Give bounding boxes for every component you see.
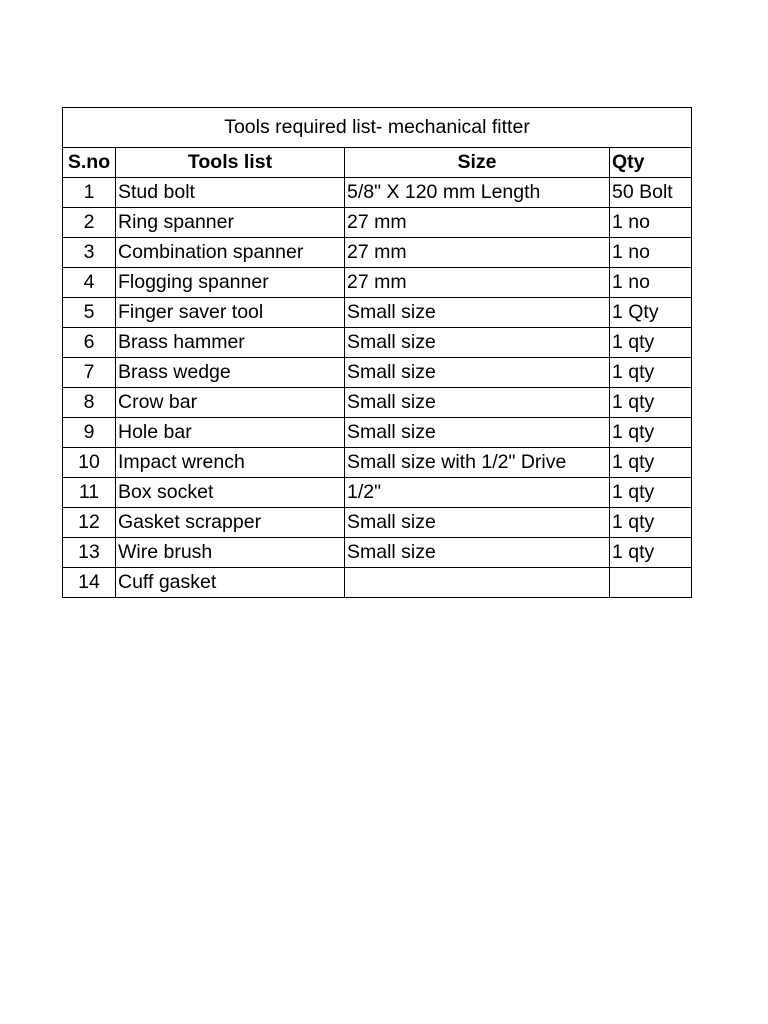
- table-row: [63, 508, 692, 538]
- cell-tool: Hole bar: [116, 418, 345, 448]
- cell-qty: 50 Bolt: [610, 178, 692, 208]
- header-row: [63, 148, 692, 178]
- table-row: [63, 478, 692, 508]
- header-tools-list: Tools list: [116, 148, 345, 178]
- table-row: [63, 418, 692, 448]
- table-row: [63, 388, 692, 418]
- cell-size: 27 mm: [345, 268, 610, 298]
- table-row: [63, 268, 692, 298]
- header-qty: Qty: [610, 148, 692, 178]
- cell-tool: Gasket scrapper: [116, 508, 345, 538]
- cell-sno: 6: [63, 328, 116, 358]
- header-size: Size: [345, 148, 610, 178]
- cell-tool: Ring spanner: [116, 208, 345, 238]
- cell-size: [345, 568, 610, 598]
- cell-size: Small size: [345, 418, 610, 448]
- cell-tool: Brass hammer: [116, 328, 345, 358]
- cell-tool: Cuff gasket: [116, 568, 345, 598]
- cell-qty: 1 qty: [610, 538, 692, 568]
- cell-sno: 11: [63, 478, 116, 508]
- cell-sno: 4: [63, 268, 116, 298]
- cell-size: 27 mm: [345, 208, 610, 238]
- cell-sno: 8: [63, 388, 116, 418]
- table-row: [63, 568, 692, 598]
- cell-sno: 14: [63, 568, 116, 598]
- cell-qty: 1 qty: [610, 508, 692, 538]
- cell-size: 1/2": [345, 478, 610, 508]
- cell-qty: 1 qty: [610, 388, 692, 418]
- cell-sno: 5: [63, 298, 116, 328]
- cell-tool: Combination spanner: [116, 238, 345, 268]
- cell-tool: Impact wrench: [116, 448, 345, 478]
- cell-size: 5/8" X 120 mm Length: [345, 178, 610, 208]
- cell-tool: Finger saver tool: [116, 298, 345, 328]
- cell-tool: Box socket: [116, 478, 345, 508]
- cell-tool: Brass wedge: [116, 358, 345, 388]
- table-row: [63, 448, 692, 478]
- cell-sno: 7: [63, 358, 116, 388]
- tools-table: [62, 107, 692, 598]
- cell-qty: 1 no: [610, 268, 692, 298]
- table-row: [63, 238, 692, 268]
- table-row: [63, 178, 692, 208]
- cell-size: Small size: [345, 298, 610, 328]
- cell-size: 27 mm: [345, 238, 610, 268]
- cell-qty: 1 qty: [610, 478, 692, 508]
- cell-tool: Flogging spanner: [116, 268, 345, 298]
- cell-sno: 9: [63, 418, 116, 448]
- header-sno: S.no: [63, 148, 116, 178]
- title-row: [63, 108, 692, 148]
- table-row: [63, 538, 692, 568]
- cell-qty: 1 qty: [610, 328, 692, 358]
- cell-qty: 1 Qty: [610, 298, 692, 328]
- table-row: [63, 328, 692, 358]
- cell-sno: 2: [63, 208, 116, 238]
- table-row: [63, 208, 692, 238]
- cell-tool: Stud bolt: [116, 178, 345, 208]
- cell-qty: 1 qty: [610, 358, 692, 388]
- cell-size: Small size: [345, 328, 610, 358]
- tools-sheet: [62, 107, 691, 598]
- cell-size: Small size: [345, 358, 610, 388]
- cell-qty: 1 qty: [610, 418, 692, 448]
- cell-sno: 12: [63, 508, 116, 538]
- cell-qty: 1 no: [610, 238, 692, 268]
- table-row: [63, 358, 692, 388]
- cell-qty: [610, 568, 692, 598]
- cell-tool: Wire brush: [116, 538, 345, 568]
- cell-sno: 1: [63, 178, 116, 208]
- cell-sno: 13: [63, 538, 116, 568]
- table-row: [63, 298, 692, 328]
- cell-size: Small size with 1/2" Drive: [345, 448, 610, 478]
- cell-sno: 10: [63, 448, 116, 478]
- cell-size: Small size: [345, 388, 610, 418]
- cell-size: Small size: [345, 538, 610, 568]
- cell-qty: 1 no: [610, 208, 692, 238]
- cell-tool: Crow bar: [116, 388, 345, 418]
- cell-sno: 3: [63, 238, 116, 268]
- table-title: Tools required list- mechanical fitter: [63, 108, 692, 148]
- cell-size: Small size: [345, 508, 610, 538]
- cell-qty: 1 qty: [610, 448, 692, 478]
